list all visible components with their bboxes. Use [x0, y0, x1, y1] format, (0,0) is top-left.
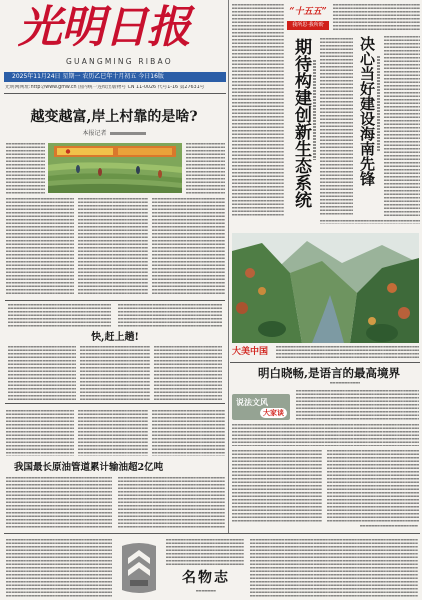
column-badge [232, 394, 290, 420]
body-text [333, 4, 420, 30]
body-text [327, 450, 419, 522]
body-text [80, 346, 150, 400]
body-text [296, 390, 419, 420]
date-bar [4, 72, 226, 82]
photo-caption [276, 346, 419, 358]
lead-story-headline[interactable]: 越变越富,岸上村靠的是啥? [30, 109, 198, 125]
body-text [384, 36, 420, 216]
commentary-title[interactable]: 快,赶上趟! [91, 332, 139, 343]
body-text [8, 346, 76, 400]
series-badge-name: “十五五” [289, 7, 327, 17]
byline-names [110, 132, 146, 135]
author-note [360, 525, 418, 528]
bottom-section-divider [4, 533, 420, 534]
body-text [320, 38, 353, 216]
photo-credit-line [320, 220, 420, 224]
series-badge [287, 5, 329, 35]
body-text [232, 4, 284, 216]
photo-column-label: 大美中国 [232, 347, 269, 357]
section-divider [230, 362, 420, 363]
masthead-divider [4, 93, 226, 94]
culture-byline [196, 590, 216, 593]
body-text [250, 539, 418, 597]
culture-column-logo [118, 540, 160, 596]
culture-column-title[interactable]: 名物志 [182, 570, 230, 586]
body-text [6, 143, 45, 195]
series-badge-tagline: 我所思·我所盼 [287, 21, 329, 30]
style-article-byline [330, 382, 360, 385]
byline-prefix: 本报记者 [82, 130, 107, 137]
body-text [232, 450, 322, 522]
body-text [6, 198, 74, 296]
pipeline-story-headline[interactable]: 我国最长原油管道累计输油超2亿吨 [14, 462, 164, 473]
body-text [78, 198, 148, 296]
body-text [6, 410, 74, 456]
masthead-title: 光明日报 [18, 2, 190, 53]
landscape-photo[interactable] [232, 233, 419, 343]
lead-story-photo[interactable] [48, 143, 182, 193]
body-text [78, 410, 148, 456]
column-badge-accent: 大家谈 [260, 408, 287, 418]
body-text [232, 424, 419, 446]
body-text [166, 539, 244, 565]
masthead-pinyin: GUANGMING RIBAO [66, 57, 173, 66]
body-text [118, 477, 225, 529]
feature-right-byline [377, 56, 380, 152]
body-text [6, 477, 112, 529]
body-text [152, 410, 225, 456]
publication-info-line: 光明网网址:http://www.gmw.cn 国内统一连续出版物号 CN 11-0026 代号1-16 第27631号 [5, 85, 205, 90]
style-article-headline[interactable]: 明白晓畅,是语言的最高境界 [258, 366, 401, 380]
body-text [8, 304, 111, 328]
body-text [118, 304, 222, 328]
feature-right-headline[interactable]: 决心当好建设海南先锋 [358, 36, 376, 186]
body-text [186, 143, 225, 195]
date-line: 2025年11月24日 星期一 农历乙巳年十月初五 今日16版 [12, 73, 164, 80]
body-text [154, 346, 222, 400]
body-text [152, 198, 225, 296]
column-badge-main: 说法文风 [236, 397, 268, 407]
body-text [6, 539, 112, 597]
feature-left-headline[interactable]: 期待构建创新生态系统 [291, 38, 311, 208]
column-divider [228, 0, 229, 533]
feature-left-byline [313, 60, 316, 160]
lead-story-byline [0, 130, 228, 138]
